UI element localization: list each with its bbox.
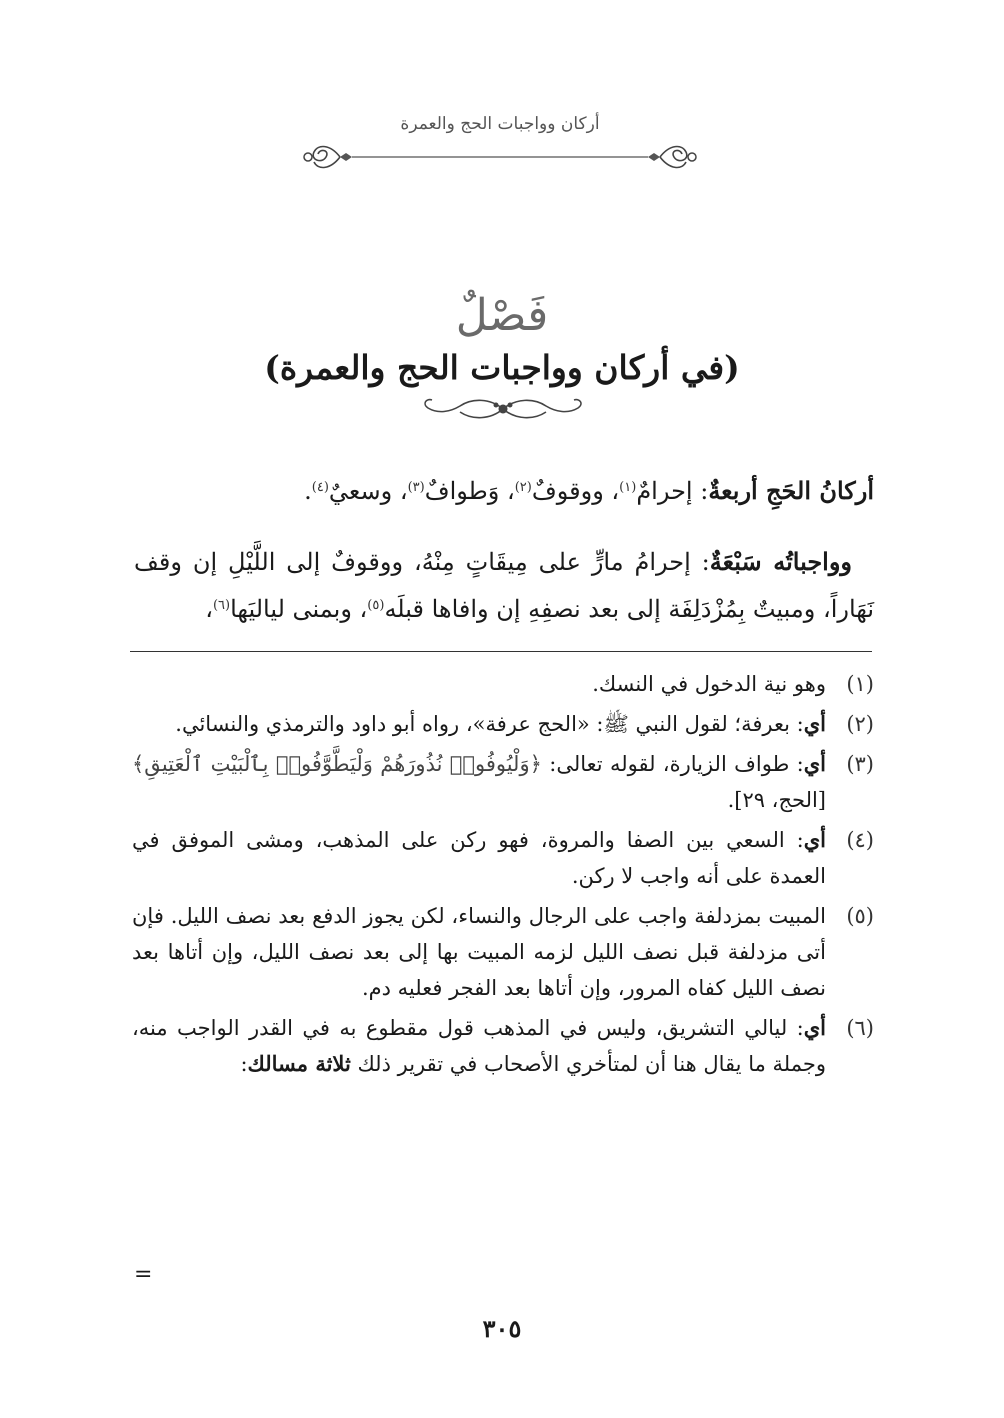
- footnote-3: [132, 746, 874, 818]
- wajibat-mina: ، وبمنى لياليَها: [230, 595, 368, 623]
- paragraph-arkan: [134, 466, 874, 513]
- arkan-end: .: [304, 477, 312, 505]
- arkan-lead: أركانُ الحَجِ أربعةٌ: [708, 476, 874, 505]
- footnote-text: : السعي بين الصفا والمروة، فهو ركن على المذهب، ومشى الموفق في العمدة على أنه واجب لا ركن.: [132, 828, 826, 888]
- footnote-ay: أي: [803, 711, 826, 736]
- running-header: [300, 108, 700, 174]
- wajibat-end: ،: [205, 595, 213, 623]
- footnote-ref[interactable]: (١): [619, 480, 637, 495]
- page-number: ٣٠٥: [482, 1314, 522, 1343]
- footnote-4: [132, 822, 874, 894]
- footnote-number: (٢): [846, 712, 874, 736]
- footnote-number: (٣): [846, 752, 874, 776]
- footnote-ay: أي: [803, 827, 826, 852]
- footnote-5: [132, 898, 874, 1006]
- footnote-number: (٥): [846, 904, 874, 928]
- footnote-number: (٦): [846, 1016, 874, 1040]
- footnote-2: [132, 706, 874, 742]
- footnotes: [132, 666, 874, 1086]
- arkan-wuquf: ، ووقوفٌ: [531, 477, 620, 505]
- footnote-ref[interactable]: (٥): [367, 598, 385, 613]
- arkan-tawaf: ، وَطوافٌ: [424, 477, 515, 505]
- footnote-text: : بعرفة؛ لقول النبي ﷺ: «الحج عرفة»، رواه أبو داود والترمذي والنسائي.: [175, 712, 804, 736]
- footnote-emphasis: ثلاثة مسالك: [247, 1051, 351, 1076]
- footnote-ay: أي: [803, 751, 827, 776]
- header-ornament-icon: [300, 140, 700, 174]
- paragraph-wajibat: [134, 540, 874, 631]
- quran-verse: ﴿وَلْيُوفُوا۟ نُذُورَهُمْ وَلْيَطَّوَّفُوا۟ بِٱلْبَيْتِ ٱلْعَتِيقِ﴾: [132, 752, 542, 776]
- wajibat-lead: وواجباتُه سَبْعَةٌ: [709, 547, 852, 576]
- continuation-mark: =: [134, 1262, 153, 1287]
- footnote-text: المبيت بمزدلفة واجب على الرجال والنساء، لكن يجوز الدفع بعد نصف الليل. فإن أتى مزدلفة قبل نصف الليل لزمه المبيت بها إلى بعد نصف الليل، وإن أتاها بعد نصف الليل كفاه المرور، وإن أتاها بعد الفجر فعليه دم.: [132, 904, 826, 1000]
- footnote-text: وهو نية الدخول في النسك.: [592, 672, 826, 696]
- arkan-sai: ، وسعيٌ: [328, 477, 408, 505]
- footnote-ref[interactable]: (٤): [311, 480, 329, 495]
- footnote-number: (٤): [846, 828, 874, 852]
- title-ornament-icon: [420, 396, 586, 422]
- verse-citation: [الحج، ٢٩].: [727, 788, 826, 812]
- arkan-ihram: إحرامٌ: [636, 477, 693, 505]
- running-title: أركان وواجبات الحج والعمرة: [400, 114, 600, 134]
- footnote-ref[interactable]: (٢): [514, 480, 532, 495]
- footnote-number: (١): [846, 672, 874, 696]
- wajibat-text: : إحرامُ مارٍّ على مِيقَاتٍ مِنْهُ، ووقوفٌ إلى اللَّيْلِ إن وقف نَهَاراً، ومبيتٌ بِمُزْدَلِفَة إلى بعد نصفِهِ إن وافاها قبلَه: [134, 548, 874, 623]
- footnote-ay: أي: [803, 1015, 826, 1040]
- chapter-title: (في أركان وواجبات الحج والعمرة): [264, 348, 740, 387]
- fasl-heading: فَصْلٌ: [455, 290, 549, 341]
- footnote-ref[interactable]: (٦): [212, 598, 231, 613]
- footnote-divider: [130, 651, 872, 652]
- footnote-ref[interactable]: (٣): [407, 480, 425, 495]
- footnote-1: [132, 666, 874, 702]
- footnote-text: : طواف الزيارة، لقوله تعالى:: [541, 752, 804, 776]
- footnote-text: : ليالي التشريق، وليس في المذهب قول مقطوع به في القدر الواجب منه، وجملة ما يقال هنا أن لمتأخري الأصحاب في تقرير ذلك: [132, 1016, 826, 1076]
- footnote-tail: :: [240, 1052, 248, 1076]
- arkan-colon: :: [692, 477, 709, 505]
- footnote-6: [132, 1010, 874, 1082]
